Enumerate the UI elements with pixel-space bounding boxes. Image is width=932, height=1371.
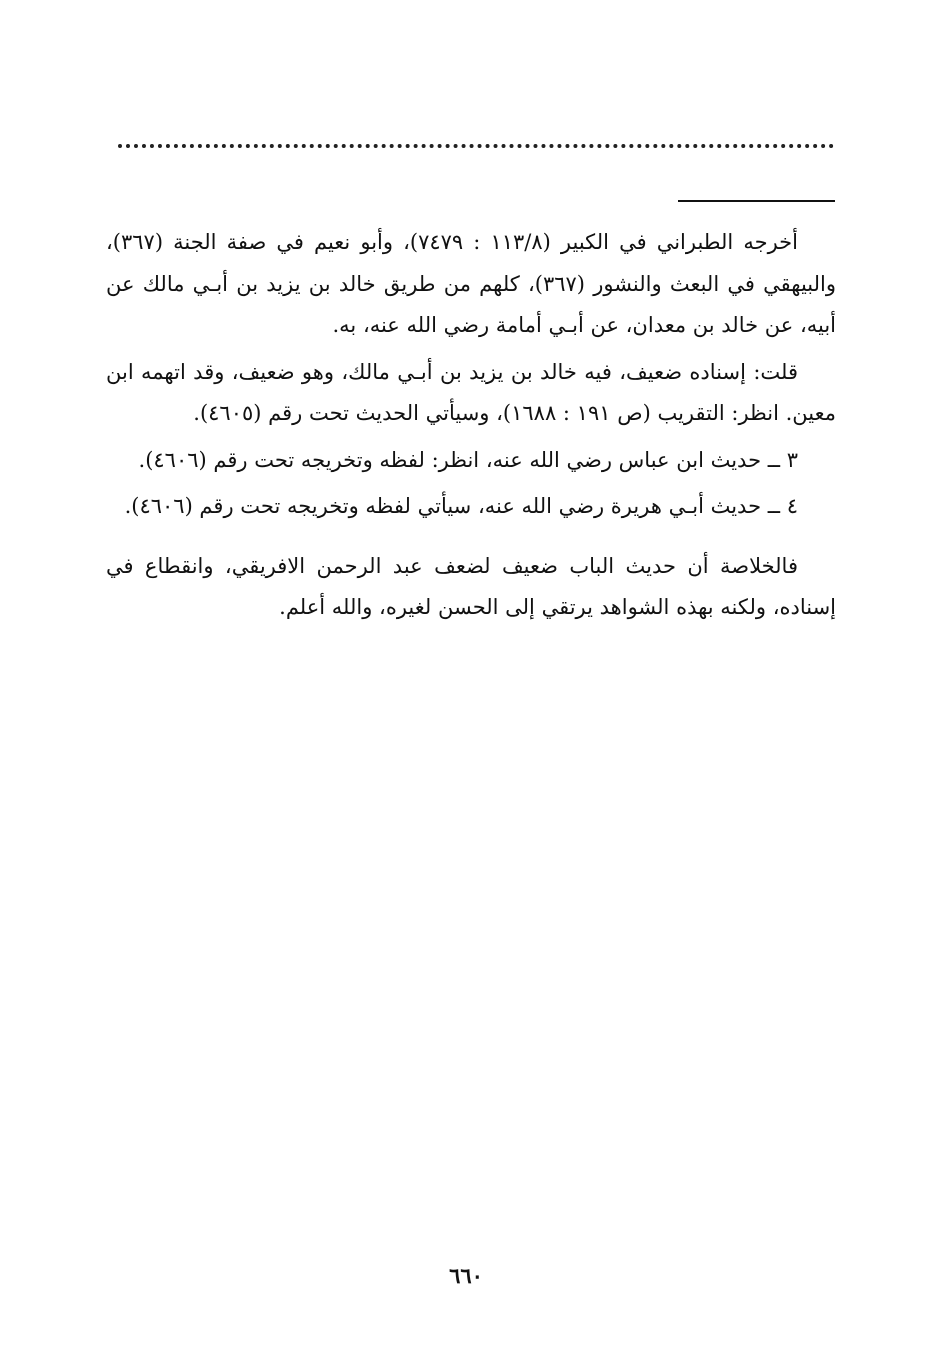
footnote-item-3: ٣ ــ حديث ابن عباس رضي الله عنه، انظر: لفظه وتخريجه تحت رقم (٤٦٠٦). [138, 447, 798, 472]
footnote-conclusion-paragraph: فالخلاصة أن حديث الباب ضعيف لضعف عبد الرحمن الافريقي، وانقطاع في إسناده، ولكنه بهذه الشواهد يرتقي إلى الحسن لغيره، والله أعلم. [106, 553, 836, 619]
footnote-rule [678, 200, 835, 202]
footnote-takhrij-paragraph: أخرجه الطبراني في الكبير (١١٣/٨ : ٧٤٧٩)، وأبو نعيم في صفة الجنة (٣٦٧)، والبيهقي في البعث والنشور (٣٦٧)، كلهم من طريق خالد بن يزيد بن أبـي مالك عن أبيه، عن خالد بن معدان، عن أبـي أمامة رضي الله عنه، به. [106, 230, 836, 337]
footnote-body [106, 222, 836, 629]
footnote-item-4: ٤ ــ حديث أبـي هريرة رضي الله عنه، سيأتي لفظه وتخريجه تحت رقم (٤٦٠٦). [124, 494, 798, 518]
page-number: ٦٦٠ [449, 1263, 483, 1288]
dotted-separator [118, 144, 834, 148]
footnote-verdict-paragraph: قلت: إسناده ضعيف، فيه خالد بن يزيد بن أبـي مالك، وهو ضعيف، وقد اتهمه ابن معين. انظر: التقريب (ص ١٩١ : ١٦٨٨)، وسيأتي الحديث تحت رقم (٤٦٠٥). [106, 359, 836, 425]
